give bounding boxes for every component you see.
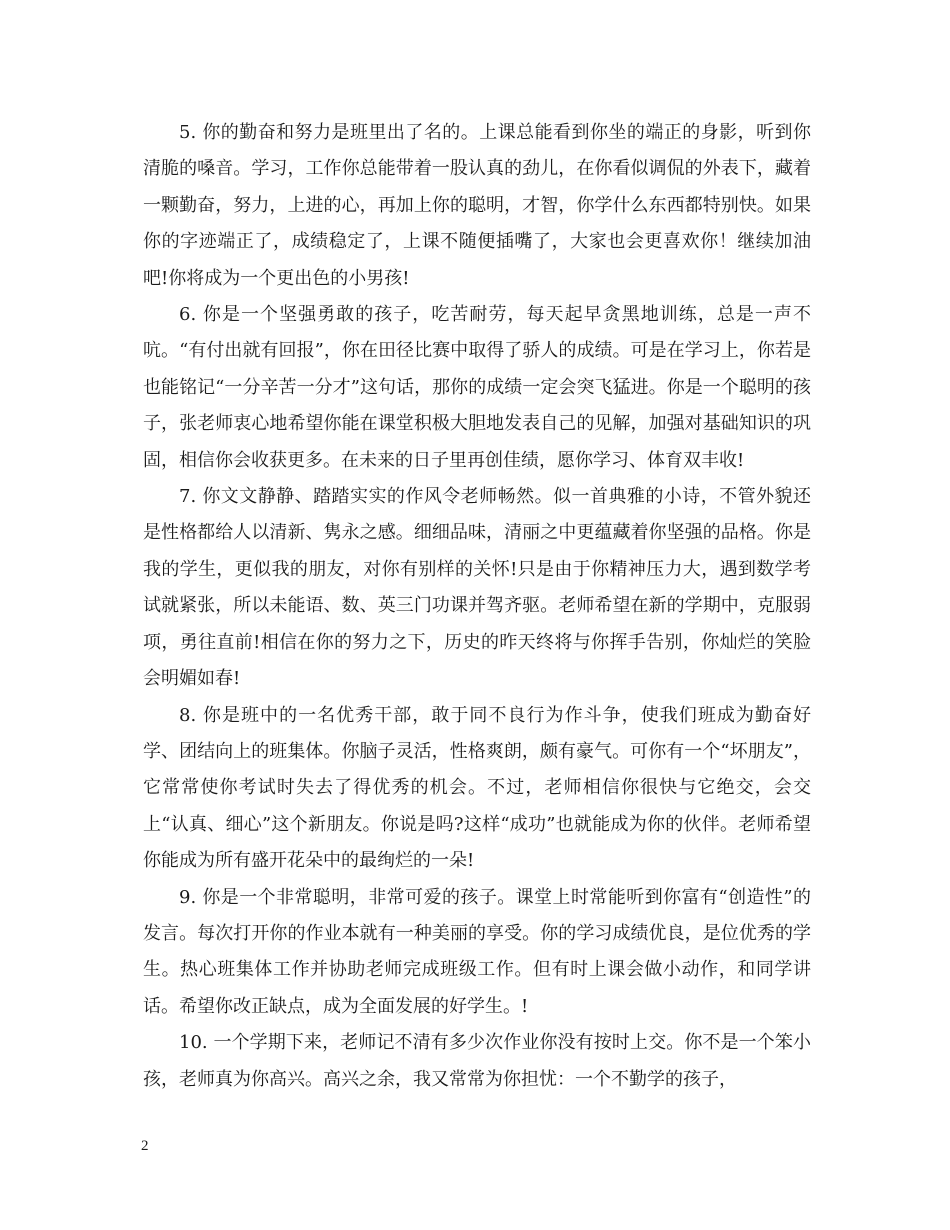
paragraph-7: 7. 你文文静静、踏踏实实的作风令老师畅然。似一首典雅的小诗，不管外貌还是性格都给人以清新、隽永之感。细细品味，清丽之中更蕴藏着你坚强的品格。你是我的学生，更似我的朋友，对你有别样的关怀!只是由于你精神压力大，遇到数学考试就紧张，所以未能语、数、英三门功课并驾齐驱。老师希望在新的学期中，克服弱项，勇往直前!相信在你的努力之下，历史的昨天终将与你挥手告别，你灿烂的笑脸会明媚如春!	[143, 486, 811, 690]
document-body	[143, 115, 811, 1098]
paragraph-10: 10. 一个学期下来，老师记不清有多少次作业你没有按时上交。你不是一个笨小孩，老师真为你高兴。高兴之余，我又常常为你担忧：一个不勤学的孩子，	[143, 1032, 811, 1090]
paragraph-8: 8. 你是班中的一名优秀干部，敢于同不良行为作斗争，使我们班成为勤奋好学、团结向上的班集体。你脑子灵活，性格爽朗，颇有豪气。可你有一个“坏朋友”，它常常使你考试时失去了得优秀的机会。不过，老师相信你很快与它绝交，会交上“认真、细心”这个新朋友。你说是吗?这样“成功”也就能成为你的伙伴。老师希望你能成为所有盛开花朵中的最绚烂的一朵!	[143, 704, 811, 872]
paragraph-5: 5. 你的勤奋和努力是班里出了名的。上课总能看到你坐的端正的身影，听到你清脆的嗓音。学习，工作你总能带着一股认真的劲儿，在你看似调侃的外表下，藏着一颗勤奋，努力，上进的心，再加上你的聪明，才智，你学什么东西都特别快。如果你的字迹端正了，成绩稳定了，上课不随便插嘴了，大家也会更喜欢你！继续加油吧!你将成为一个更出色的小男孩!	[143, 122, 811, 289]
paragraph-6: 6. 你是一个坚强勇敢的孩子，吃苦耐劳，每天起早贪黑地训练，总是一声不吭。“有付出就有回报”，你在田径比赛中取得了骄人的成绩。可是在学习上，你若是也能铭记“一分辛苦一分才”这句话，那你的成绩一定会突飞猛进。你是一个聪明的孩子，张老师衷心地希望你能在课堂积极大胆地发表自己的见解，加强对基础知识的巩固，相信你会收获更多。在未来的日子里再创佳绩，愿你学习、体育双丰收!	[143, 304, 811, 471]
page-number: 2	[141, 1138, 149, 1154]
paragraph-9: 9. 你是一个非常聪明，非常可爱的孩子。课堂上时常能听到你富有“创造性”的发言。每次打开你的作业本就有一种美丽的享受。你的学习成绩优良，是位优秀的学生。热心班集体工作并协助老师完成班级工作。但有时上课会做小动作，和同学讲话。希望你改正缺点，成为全面发展的好学生。!	[143, 886, 811, 1017]
